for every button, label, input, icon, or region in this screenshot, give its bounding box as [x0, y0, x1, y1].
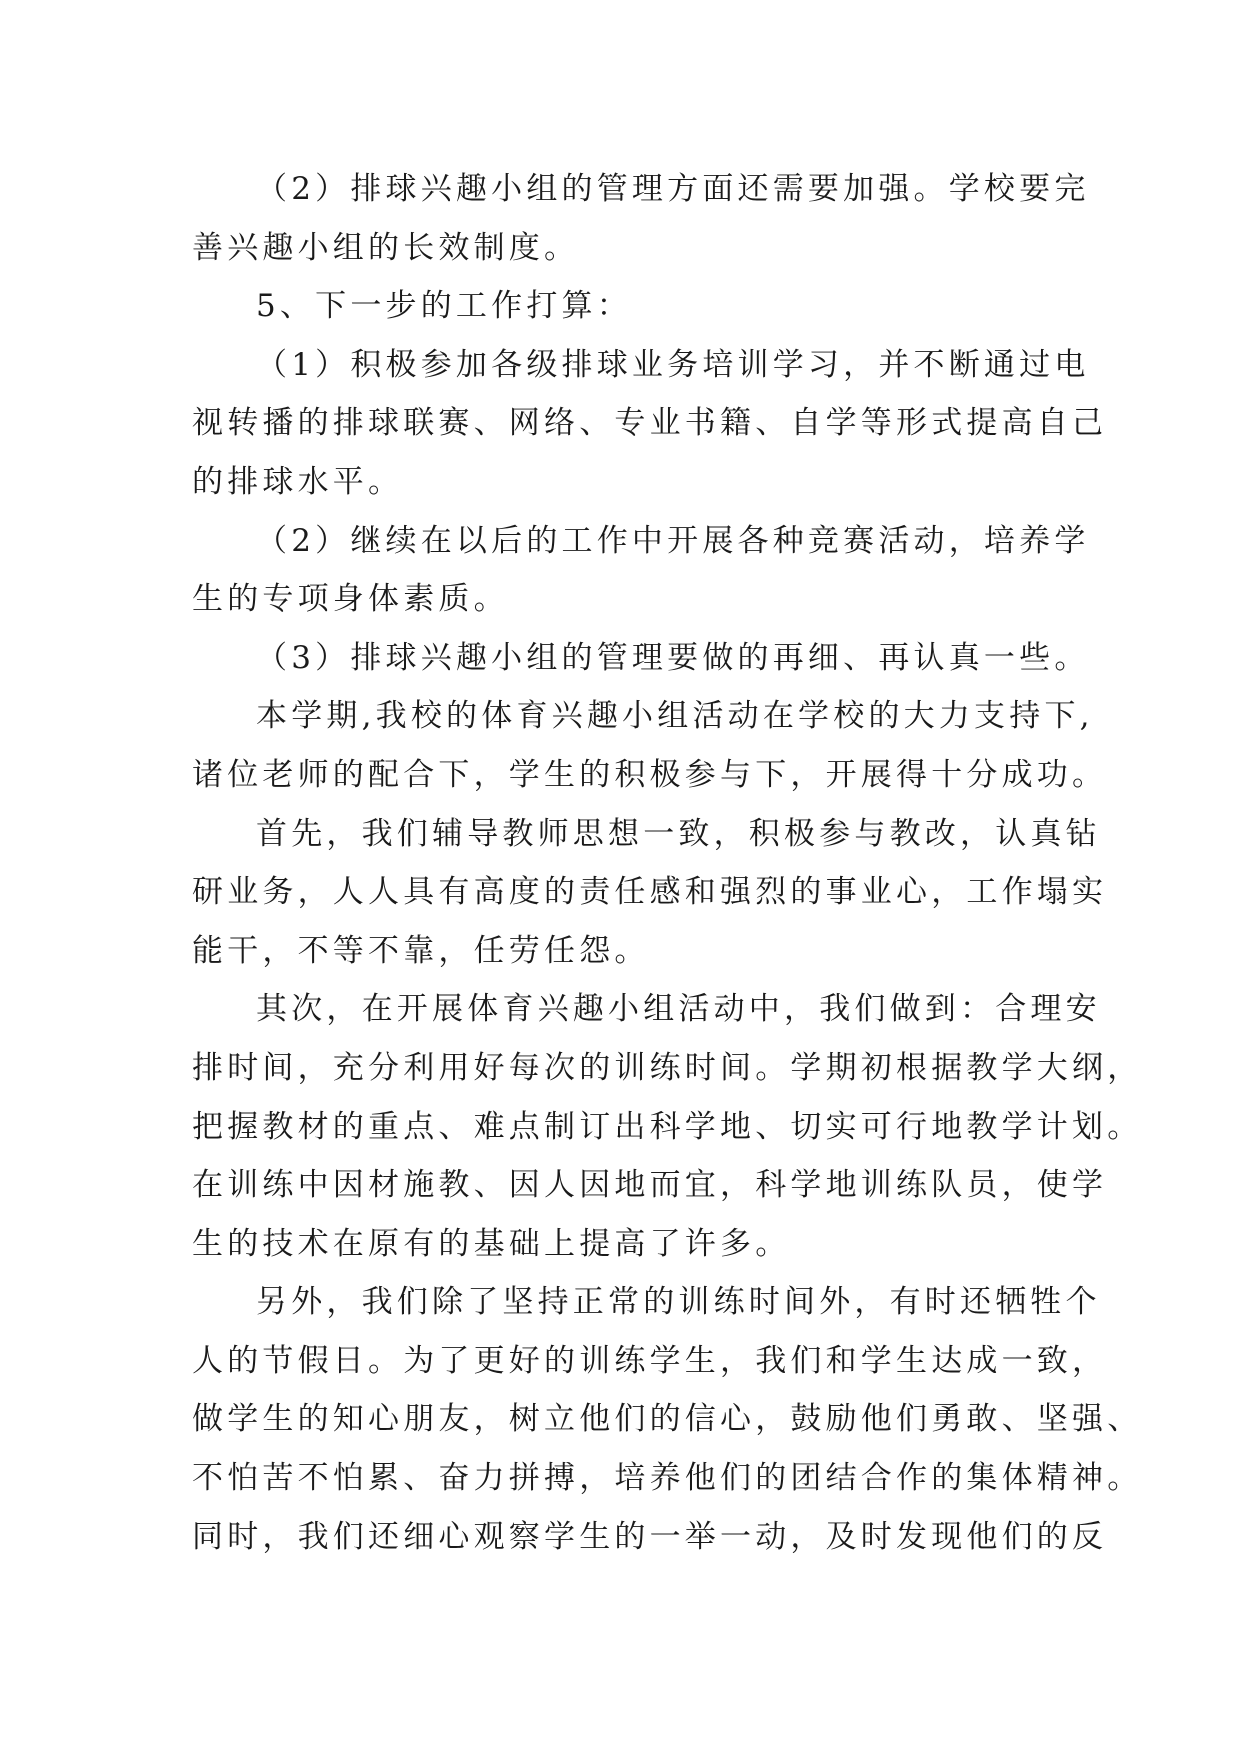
text-line: 人的节假日。为了更好的训练学生，我们和学生达成一致， — [192, 1342, 1108, 1379]
text-line: （3）排球兴趣小组的管理要做的再细、再认真一些。 — [256, 639, 1090, 676]
text-line: 同时，我们还细心观察学生的一举一动，及时发现他们的反 — [192, 1518, 1108, 1555]
text-line: 排时间，充分利用好每次的训练时间。学期初根据教学大纲， — [192, 1049, 1143, 1086]
document-body — [192, 160, 1143, 1566]
text-line: 其次，在开展体育兴趣小组活动中，我们做到：合理安 — [256, 991, 1101, 1028]
text-line: 生的专项身体素质。 — [192, 581, 509, 618]
text-line: 在训练中因材施教、因人因地而宜，科学地训练队员，使学 — [192, 1167, 1108, 1204]
text-line: 研业务，人人具有高度的责任感和强烈的事业心，工作塌实 — [192, 874, 1108, 911]
text-line: 另外，我们除了坚持正常的训练时间外，有时还牺牲个 — [256, 1284, 1101, 1321]
text-line: （1）积极参加各级排球业务培训学习，并不断通过电 — [256, 346, 1090, 383]
text-line: （2）排球兴趣小组的管理方面还需要加强。学校要完 — [256, 171, 1090, 207]
text-line: 生的技术在原有的基础上提高了许多。 — [192, 1225, 791, 1262]
text-line: 视转播的排球联赛、网络、专业书籍、自学等形式提高自己 — [192, 405, 1108, 442]
text-line: 本学期,我校的体育兴趣小组活动在学校的大力支持下, — [256, 698, 1094, 735]
text-line: （2）继续在以后的工作中开展各种竞赛活动，培养学 — [256, 522, 1090, 559]
text-line: 的排球水平。 — [192, 463, 404, 500]
text-line: 把握教材的重点、难点制订出科学地、切实可行地教学计划。 — [192, 1108, 1143, 1145]
text-line: 能干，不等不靠，任劳任怨。 — [192, 932, 650, 969]
text-line: 首先，我们辅导教师思想一致，积极参与教改，认真钻 — [256, 815, 1101, 852]
text-line: 5、下一步的工作打算： — [256, 288, 632, 325]
text-line: 诸位老师的配合下，学生的积极参与下，开展得十分成功。 — [192, 756, 1108, 793]
text-line: 做学生的知心朋友，树立他们的信心，鼓励他们勇敢、坚强、 — [192, 1401, 1143, 1438]
text-line: 善兴趣小组的长效制度。 — [192, 229, 580, 266]
text-line: 不怕苦不怕累、奋力拼搏，培养他们的团结合作的集体精神。 — [192, 1460, 1143, 1497]
